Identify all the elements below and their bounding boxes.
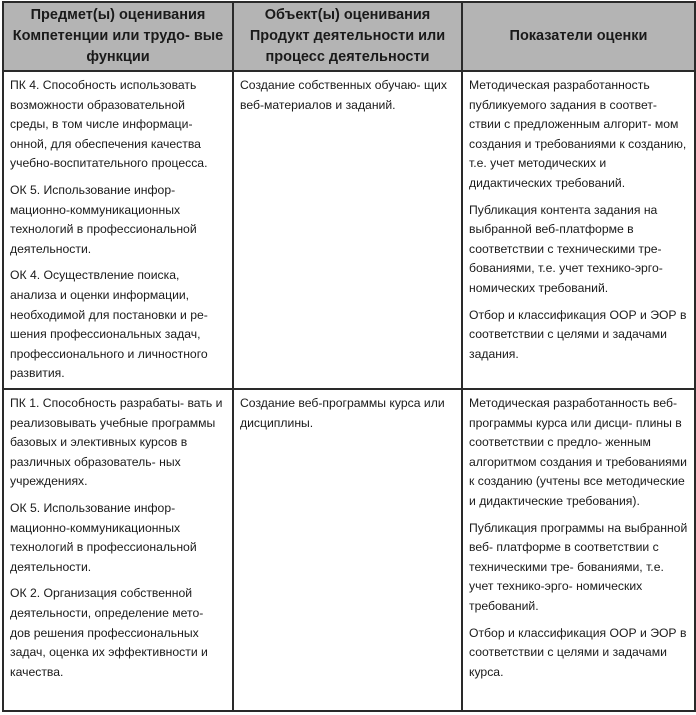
subjects-cell [3, 71, 233, 389]
table-row [3, 389, 695, 711]
indicators-cell [462, 71, 695, 389]
object-text: Создание собственных обучаю- щих веб-материалов и заданий. [240, 78, 447, 112]
object-cell [233, 389, 462, 711]
indicator-text: Публикация программы на выбранной веб- платформе в соответствии с техническими тре- бованиями, т.е. учет технико-эрго- номических требований. [469, 520, 688, 613]
indicator-text: Методическая разработанность публикуемого задания в соответ- ствии с предложенным алгорит- мом создания и требованиями к созданию, т.е. учет методических и дидактических требований. [469, 78, 687, 190]
indicator-text: Отбор и классификация ООР и ЭОР в соответствии с целями и задачами задания. [469, 307, 687, 361]
competency-text: ПК 1. Способность разрабаты- вать и реализовывать учебные программы базовых и элективных курсов в различных образователь- ных учреждениях. [10, 396, 223, 489]
indicator-text: Отбор и классификация ООР и ЭОР в соответствии с целями и задачами курса. [469, 625, 687, 679]
table-header-row [3, 2, 695, 71]
assessment-table [2, 1, 696, 712]
indicator-text: Публикация контента задания на выбранной веб-платформе в соответствии с техническими тре- бованиями, т.е. учет технико-эрго- номических требований. [469, 202, 663, 295]
subjects-cell [3, 389, 233, 711]
competency-text: ОК 4. Осуществление поиска, анализа и оценки информации, необходимой для постановки и ре- шения профессиональных задач, профессионального и личностного развития. [10, 268, 208, 381]
header-objects: Объект(ы) оценивания Продукт деятельности или процесс деятельности [233, 2, 462, 71]
competency-text: ПК 4. Способность использовать возможности образовательной среды, в том числе информаци- онной, для обеспечения качества учебно-воспитательного процесса. [10, 78, 208, 171]
object-text: Создание веб-программы курса или дисциплины. [240, 396, 445, 430]
indicator-text: Методическая разработанность веб-программы курса или дисци- плины в соответствии с предло- женным алгоритмом создания и требованиями к созданию (учтены все методические и дидактические требования). [469, 396, 687, 508]
table-row [3, 71, 695, 389]
header-indicators: Показатели оценки [462, 2, 695, 71]
competency-text: ОК 5. Использование инфор- мационно-коммуникационных технологий в профессиональной деятельности. [10, 500, 197, 574]
header-subjects: Предмет(ы) оценивания Компетенции или трудо- вые функции [3, 2, 233, 71]
competency-text: ОК 2. Организация собственной деятельности, определение мето- дов решения профессиональных задач, оценка их эффективности и качества. [10, 586, 208, 679]
competency-text: ОК 5. Использование инфор- мационно-коммуникационных технологий в профессиональной деятельности. [10, 182, 197, 256]
indicators-cell [462, 389, 695, 711]
object-cell [233, 71, 462, 389]
